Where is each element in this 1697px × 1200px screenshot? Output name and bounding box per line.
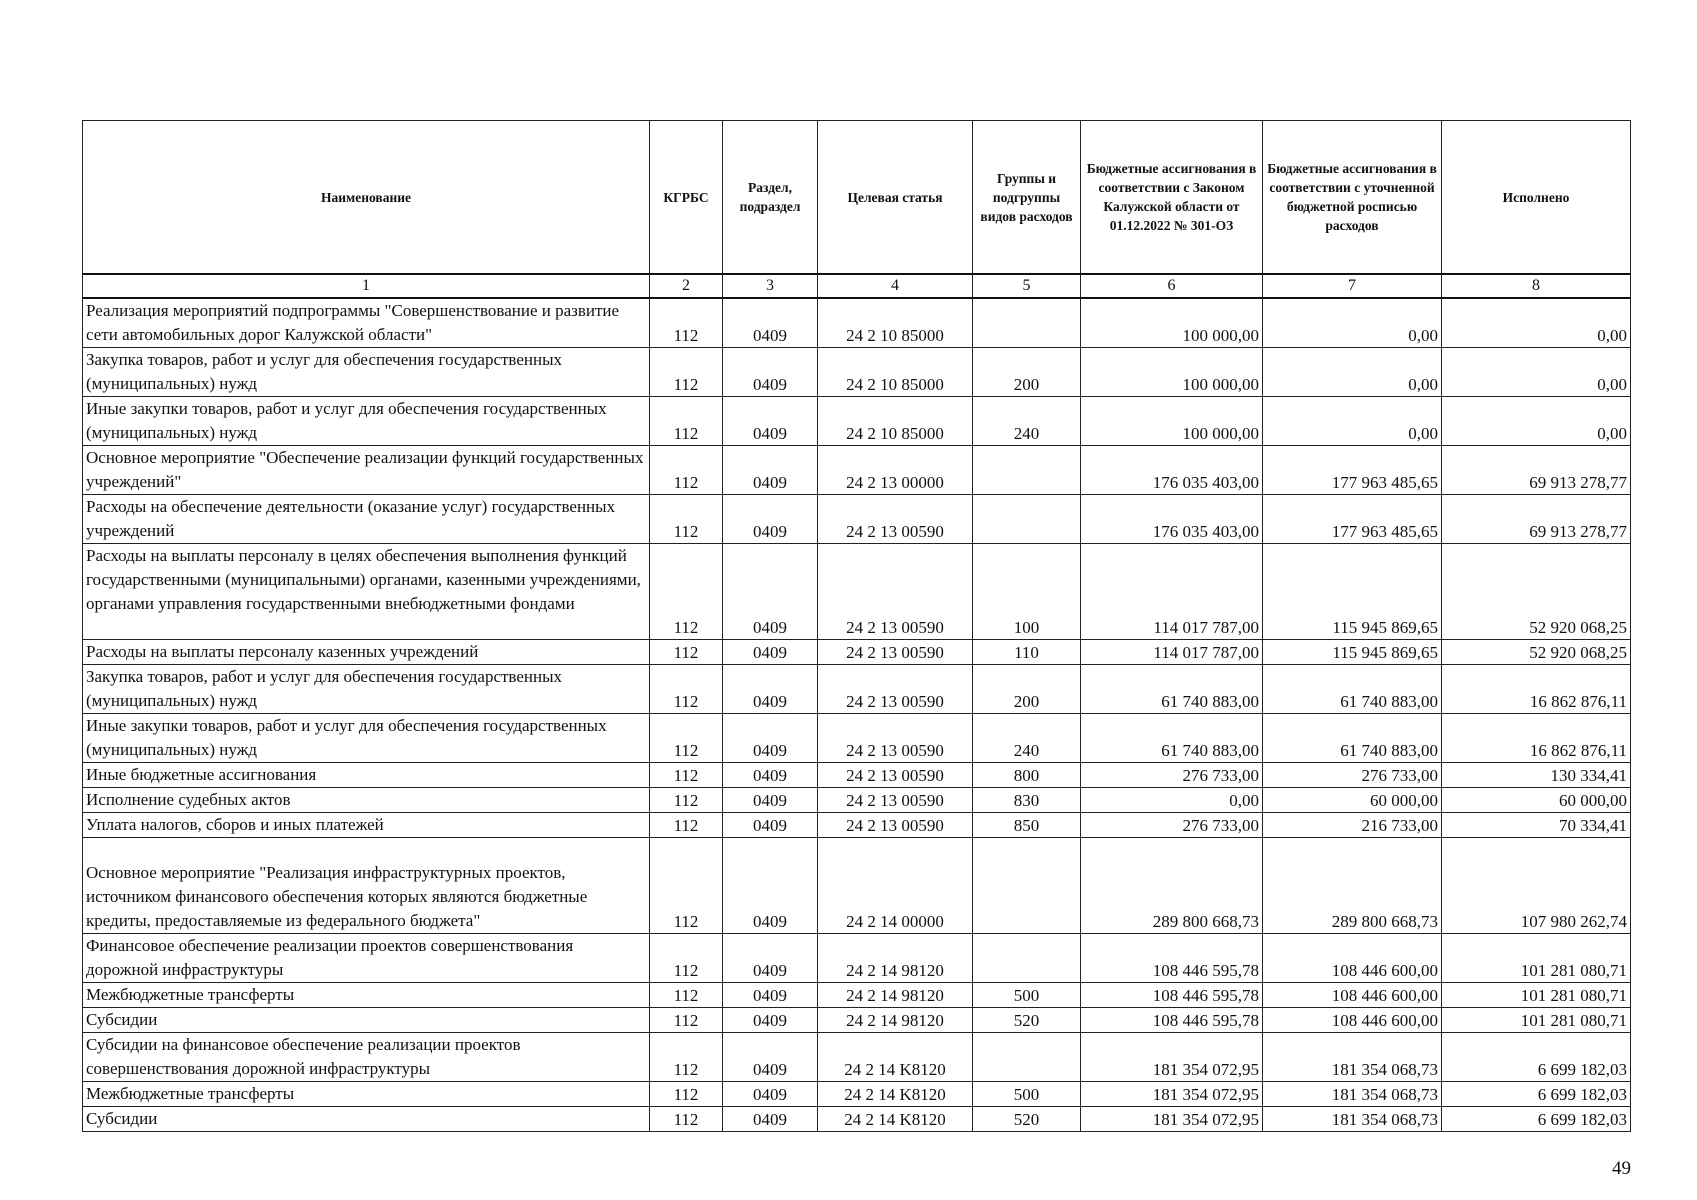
row-law-amount: 276 733,00 xyxy=(1081,813,1263,838)
row-executed-amount: 69 913 278,77 xyxy=(1442,495,1631,544)
row-expense-group: 520 xyxy=(973,1008,1081,1033)
row-section: 0409 xyxy=(723,665,818,714)
row-executed-amount: 60 000,00 xyxy=(1442,788,1631,813)
row-target-article: 24 2 10 85000 xyxy=(818,298,973,348)
row-refined-amount: 60 000,00 xyxy=(1263,788,1442,813)
row-kgrbs: 112 xyxy=(650,1107,723,1132)
row-section: 0409 xyxy=(723,495,818,544)
row-expense-group: 200 xyxy=(973,665,1081,714)
row-expense-group: 850 xyxy=(973,813,1081,838)
row-name: Иные закупки товаров, работ и услуг для обеспечения государственных (муниципальных) нужд xyxy=(83,714,650,763)
row-kgrbs: 112 xyxy=(650,788,723,813)
row-name: Закупка товаров, работ и услуг для обеспечения государственных (муниципальных) нужд xyxy=(83,665,650,714)
table-row xyxy=(83,838,1631,934)
row-law-amount: 100 000,00 xyxy=(1081,397,1263,446)
row-target-article: 24 2 13 00590 xyxy=(818,788,973,813)
row-section: 0409 xyxy=(723,1008,818,1033)
row-section: 0409 xyxy=(723,983,818,1008)
row-name: Расходы на выплаты персоналу в целях обеспечения выполнения функций государственными (муниципальными) органами, казенными учреждениями, органами управления государственными внебюджетными фондами xyxy=(83,544,650,640)
row-name: Межбюджетные трансферты xyxy=(83,983,650,1008)
row-target-article: 24 2 14 98120 xyxy=(818,983,973,1008)
row-name: Уплата налогов, сборов и иных платежей xyxy=(83,813,650,838)
column-number: 5 xyxy=(973,274,1081,298)
row-name: Иные бюджетные ассигнования xyxy=(83,763,650,788)
row-section: 0409 xyxy=(723,640,818,665)
page-number: 49 xyxy=(1612,1158,1631,1179)
row-name: Реализация мероприятий подпрограммы "Совершенствование и развитие сети автомобильных дорог Калужской области" xyxy=(83,298,650,348)
column-number: 6 xyxy=(1081,274,1263,298)
table-row xyxy=(83,813,1631,838)
row-section: 0409 xyxy=(723,714,818,763)
table-row xyxy=(83,1033,1631,1082)
row-refined-amount: 115 945 869,65 xyxy=(1263,640,1442,665)
row-kgrbs: 112 xyxy=(650,446,723,495)
row-law-amount: 114 017 787,00 xyxy=(1081,544,1263,640)
row-section: 0409 xyxy=(723,1033,818,1082)
table-row xyxy=(83,1107,1631,1132)
row-refined-amount: 276 733,00 xyxy=(1263,763,1442,788)
row-refined-amount: 61 740 883,00 xyxy=(1263,714,1442,763)
table-row xyxy=(83,934,1631,983)
row-section: 0409 xyxy=(723,397,818,446)
row-expense-group: 100 xyxy=(973,544,1081,640)
row-kgrbs: 112 xyxy=(650,763,723,788)
table-row xyxy=(83,544,1631,640)
row-refined-amount: 181 354 068,73 xyxy=(1263,1082,1442,1107)
row-kgrbs: 112 xyxy=(650,495,723,544)
row-executed-amount: 101 281 080,71 xyxy=(1442,934,1631,983)
row-section: 0409 xyxy=(723,544,818,640)
row-expense-group: 240 xyxy=(973,397,1081,446)
row-executed-amount: 6 699 182,03 xyxy=(1442,1107,1631,1132)
row-name: Субсидии xyxy=(83,1008,650,1033)
row-refined-amount: 108 446 600,00 xyxy=(1263,983,1442,1008)
row-expense-group xyxy=(973,1033,1081,1082)
row-refined-amount: 0,00 xyxy=(1263,298,1442,348)
row-law-amount: 181 354 072,95 xyxy=(1081,1082,1263,1107)
table-row xyxy=(83,397,1631,446)
row-target-article: 24 2 14 00000 xyxy=(818,838,973,934)
row-law-amount: 276 733,00 xyxy=(1081,763,1263,788)
row-refined-amount: 177 963 485,65 xyxy=(1263,446,1442,495)
row-section: 0409 xyxy=(723,934,818,983)
budget-table xyxy=(82,120,1631,1132)
row-kgrbs: 112 xyxy=(650,544,723,640)
header-row xyxy=(83,121,1631,275)
row-law-amount: 0,00 xyxy=(1081,788,1263,813)
row-refined-amount: 108 446 600,00 xyxy=(1263,934,1442,983)
row-kgrbs: 112 xyxy=(650,983,723,1008)
header-law-allocations: Бюджетные ассигнования в соответствии с Законом Калужской области от 01.12.2022 № 301-ОЗ xyxy=(1081,121,1263,275)
row-kgrbs: 112 xyxy=(650,665,723,714)
row-refined-amount: 0,00 xyxy=(1263,397,1442,446)
table-row xyxy=(83,1082,1631,1107)
row-target-article: 24 2 13 00590 xyxy=(818,495,973,544)
row-executed-amount: 52 920 068,25 xyxy=(1442,544,1631,640)
row-expense-group: 800 xyxy=(973,763,1081,788)
row-expense-group xyxy=(973,446,1081,495)
row-name: Финансовое обеспечение реализации проектов совершенствования дорожной инфраструктуры xyxy=(83,934,650,983)
column-number: 1 xyxy=(83,274,650,298)
row-expense-group: 240 xyxy=(973,714,1081,763)
row-name: Расходы на обеспечение деятельности (оказание услуг) государственных учреждений xyxy=(83,495,650,544)
header-target-article: Целевая статья xyxy=(818,121,973,275)
row-executed-amount: 0,00 xyxy=(1442,397,1631,446)
row-kgrbs: 112 xyxy=(650,348,723,397)
table-row xyxy=(83,714,1631,763)
row-target-article: 24 2 13 00590 xyxy=(818,665,973,714)
header-expense-groups: Группы и подгруппы видов расходов xyxy=(973,121,1081,275)
table-row xyxy=(83,495,1631,544)
table-row xyxy=(83,298,1631,348)
row-refined-amount: 181 354 068,73 xyxy=(1263,1033,1442,1082)
column-number: 4 xyxy=(818,274,973,298)
row-refined-amount: 177 963 485,65 xyxy=(1263,495,1442,544)
row-law-amount: 108 446 595,78 xyxy=(1081,1008,1263,1033)
table-row xyxy=(83,763,1631,788)
row-executed-amount: 52 920 068,25 xyxy=(1442,640,1631,665)
row-section: 0409 xyxy=(723,838,818,934)
row-law-amount: 289 800 668,73 xyxy=(1081,838,1263,934)
row-target-article: 24 2 13 00000 xyxy=(818,446,973,495)
row-refined-amount: 216 733,00 xyxy=(1263,813,1442,838)
row-expense-group: 500 xyxy=(973,983,1081,1008)
table-row xyxy=(83,788,1631,813)
column-number: 7 xyxy=(1263,274,1442,298)
row-law-amount: 176 035 403,00 xyxy=(1081,495,1263,544)
row-executed-amount: 107 980 262,74 xyxy=(1442,838,1631,934)
row-law-amount: 100 000,00 xyxy=(1081,298,1263,348)
row-expense-group xyxy=(973,934,1081,983)
row-kgrbs: 112 xyxy=(650,1008,723,1033)
row-target-article: 24 2 14 K8120 xyxy=(818,1033,973,1082)
row-expense-group: 200 xyxy=(973,348,1081,397)
row-name: Основное мероприятие "Обеспечение реализации функций государственных учреждений" xyxy=(83,446,650,495)
row-name: Субсидии на финансовое обеспечение реализации проектов совершенствования дорожной инфраструктуры xyxy=(83,1033,650,1082)
row-executed-amount: 70 334,41 xyxy=(1442,813,1631,838)
row-law-amount: 181 354 072,95 xyxy=(1081,1107,1263,1132)
row-section: 0409 xyxy=(723,788,818,813)
row-executed-amount: 69 913 278,77 xyxy=(1442,446,1631,495)
row-executed-amount: 6 699 182,03 xyxy=(1442,1033,1631,1082)
row-kgrbs: 112 xyxy=(650,1033,723,1082)
row-target-article: 24 2 13 00590 xyxy=(818,714,973,763)
row-target-article: 24 2 14 98120 xyxy=(818,1008,973,1033)
row-expense-group xyxy=(973,298,1081,348)
table-row xyxy=(83,446,1631,495)
row-name: Субсидии xyxy=(83,1107,650,1132)
row-executed-amount: 6 699 182,03 xyxy=(1442,1082,1631,1107)
row-law-amount: 100 000,00 xyxy=(1081,348,1263,397)
table-row xyxy=(83,665,1631,714)
header-executed: Исполнено xyxy=(1442,121,1631,275)
row-law-amount: 61 740 883,00 xyxy=(1081,665,1263,714)
table-body xyxy=(83,298,1631,1132)
row-kgrbs: 112 xyxy=(650,397,723,446)
row-kgrbs: 112 xyxy=(650,934,723,983)
table-row xyxy=(83,640,1631,665)
row-section: 0409 xyxy=(723,763,818,788)
header-refined-allocations: Бюджетные ассигнования в соответствии с уточненной бюджетной росписью расходов xyxy=(1263,121,1442,275)
row-expense-group xyxy=(973,838,1081,934)
row-expense-group: 830 xyxy=(973,788,1081,813)
row-executed-amount: 16 862 876,11 xyxy=(1442,714,1631,763)
row-refined-amount: 61 740 883,00 xyxy=(1263,665,1442,714)
row-name: Основное мероприятие "Реализация инфраструктурных проектов, источником финансового обеспечения которых являются бюджетные кредиты, предоставляемые из федерального бюджета" xyxy=(83,838,650,934)
row-section: 0409 xyxy=(723,813,818,838)
row-target-article: 24 2 14 K8120 xyxy=(818,1107,973,1132)
row-law-amount: 181 354 072,95 xyxy=(1081,1033,1263,1082)
row-law-amount: 176 035 403,00 xyxy=(1081,446,1263,495)
row-target-article: 24 2 13 00590 xyxy=(818,763,973,788)
row-executed-amount: 101 281 080,71 xyxy=(1442,1008,1631,1033)
row-refined-amount: 289 800 668,73 xyxy=(1263,838,1442,934)
row-name: Исполнение судебных актов xyxy=(83,788,650,813)
row-name: Иные закупки товаров, работ и услуг для обеспечения государственных (муниципальных) нужд xyxy=(83,397,650,446)
row-kgrbs: 112 xyxy=(650,640,723,665)
row-refined-amount: 108 446 600,00 xyxy=(1263,1008,1442,1033)
row-law-amount: 108 446 595,78 xyxy=(1081,934,1263,983)
row-executed-amount: 101 281 080,71 xyxy=(1442,983,1631,1008)
column-number: 8 xyxy=(1442,274,1631,298)
row-section: 0409 xyxy=(723,298,818,348)
row-section: 0409 xyxy=(723,1107,818,1132)
row-name: Расходы на выплаты персоналу казенных учреждений xyxy=(83,640,650,665)
row-target-article: 24 2 10 85000 xyxy=(818,348,973,397)
row-expense-group: 520 xyxy=(973,1107,1081,1132)
row-law-amount: 61 740 883,00 xyxy=(1081,714,1263,763)
row-kgrbs: 112 xyxy=(650,813,723,838)
row-target-article: 24 2 14 K8120 xyxy=(818,1082,973,1107)
row-executed-amount: 0,00 xyxy=(1442,348,1631,397)
row-refined-amount: 115 945 869,65 xyxy=(1263,544,1442,640)
row-name: Закупка товаров, работ и услуг для обеспечения государственных (муниципальных) нужд xyxy=(83,348,650,397)
row-executed-amount: 16 862 876,11 xyxy=(1442,665,1631,714)
row-law-amount: 108 446 595,78 xyxy=(1081,983,1263,1008)
row-refined-amount: 0,00 xyxy=(1263,348,1442,397)
header-kgrbs: КГРБС xyxy=(650,121,723,275)
row-target-article: 24 2 14 98120 xyxy=(818,934,973,983)
row-kgrbs: 112 xyxy=(650,838,723,934)
table-row xyxy=(83,348,1631,397)
row-target-article: 24 2 13 00590 xyxy=(818,813,973,838)
row-section: 0409 xyxy=(723,446,818,495)
header-name: Наименование xyxy=(83,121,650,275)
budget-sheet xyxy=(82,120,1630,1132)
row-section: 0409 xyxy=(723,1082,818,1107)
row-target-article: 24 2 13 00590 xyxy=(818,544,973,640)
row-expense-group: 500 xyxy=(973,1082,1081,1107)
table-row xyxy=(83,983,1631,1008)
column-number: 2 xyxy=(650,274,723,298)
column-number: 3 xyxy=(723,274,818,298)
row-kgrbs: 112 xyxy=(650,714,723,763)
row-target-article: 24 2 10 85000 xyxy=(818,397,973,446)
row-section: 0409 xyxy=(723,348,818,397)
header-section: Раздел, подраздел xyxy=(723,121,818,275)
row-target-article: 24 2 13 00590 xyxy=(818,640,973,665)
row-refined-amount: 181 354 068,73 xyxy=(1263,1107,1442,1132)
table-row xyxy=(83,1008,1631,1033)
row-law-amount: 114 017 787,00 xyxy=(1081,640,1263,665)
column-number-row xyxy=(83,274,1631,298)
row-executed-amount: 130 334,41 xyxy=(1442,763,1631,788)
row-kgrbs: 112 xyxy=(650,298,723,348)
row-expense-group xyxy=(973,495,1081,544)
row-kgrbs: 112 xyxy=(650,1082,723,1107)
row-expense-group: 110 xyxy=(973,640,1081,665)
row-executed-amount: 0,00 xyxy=(1442,298,1631,348)
row-name: Межбюджетные трансферты xyxy=(83,1082,650,1107)
